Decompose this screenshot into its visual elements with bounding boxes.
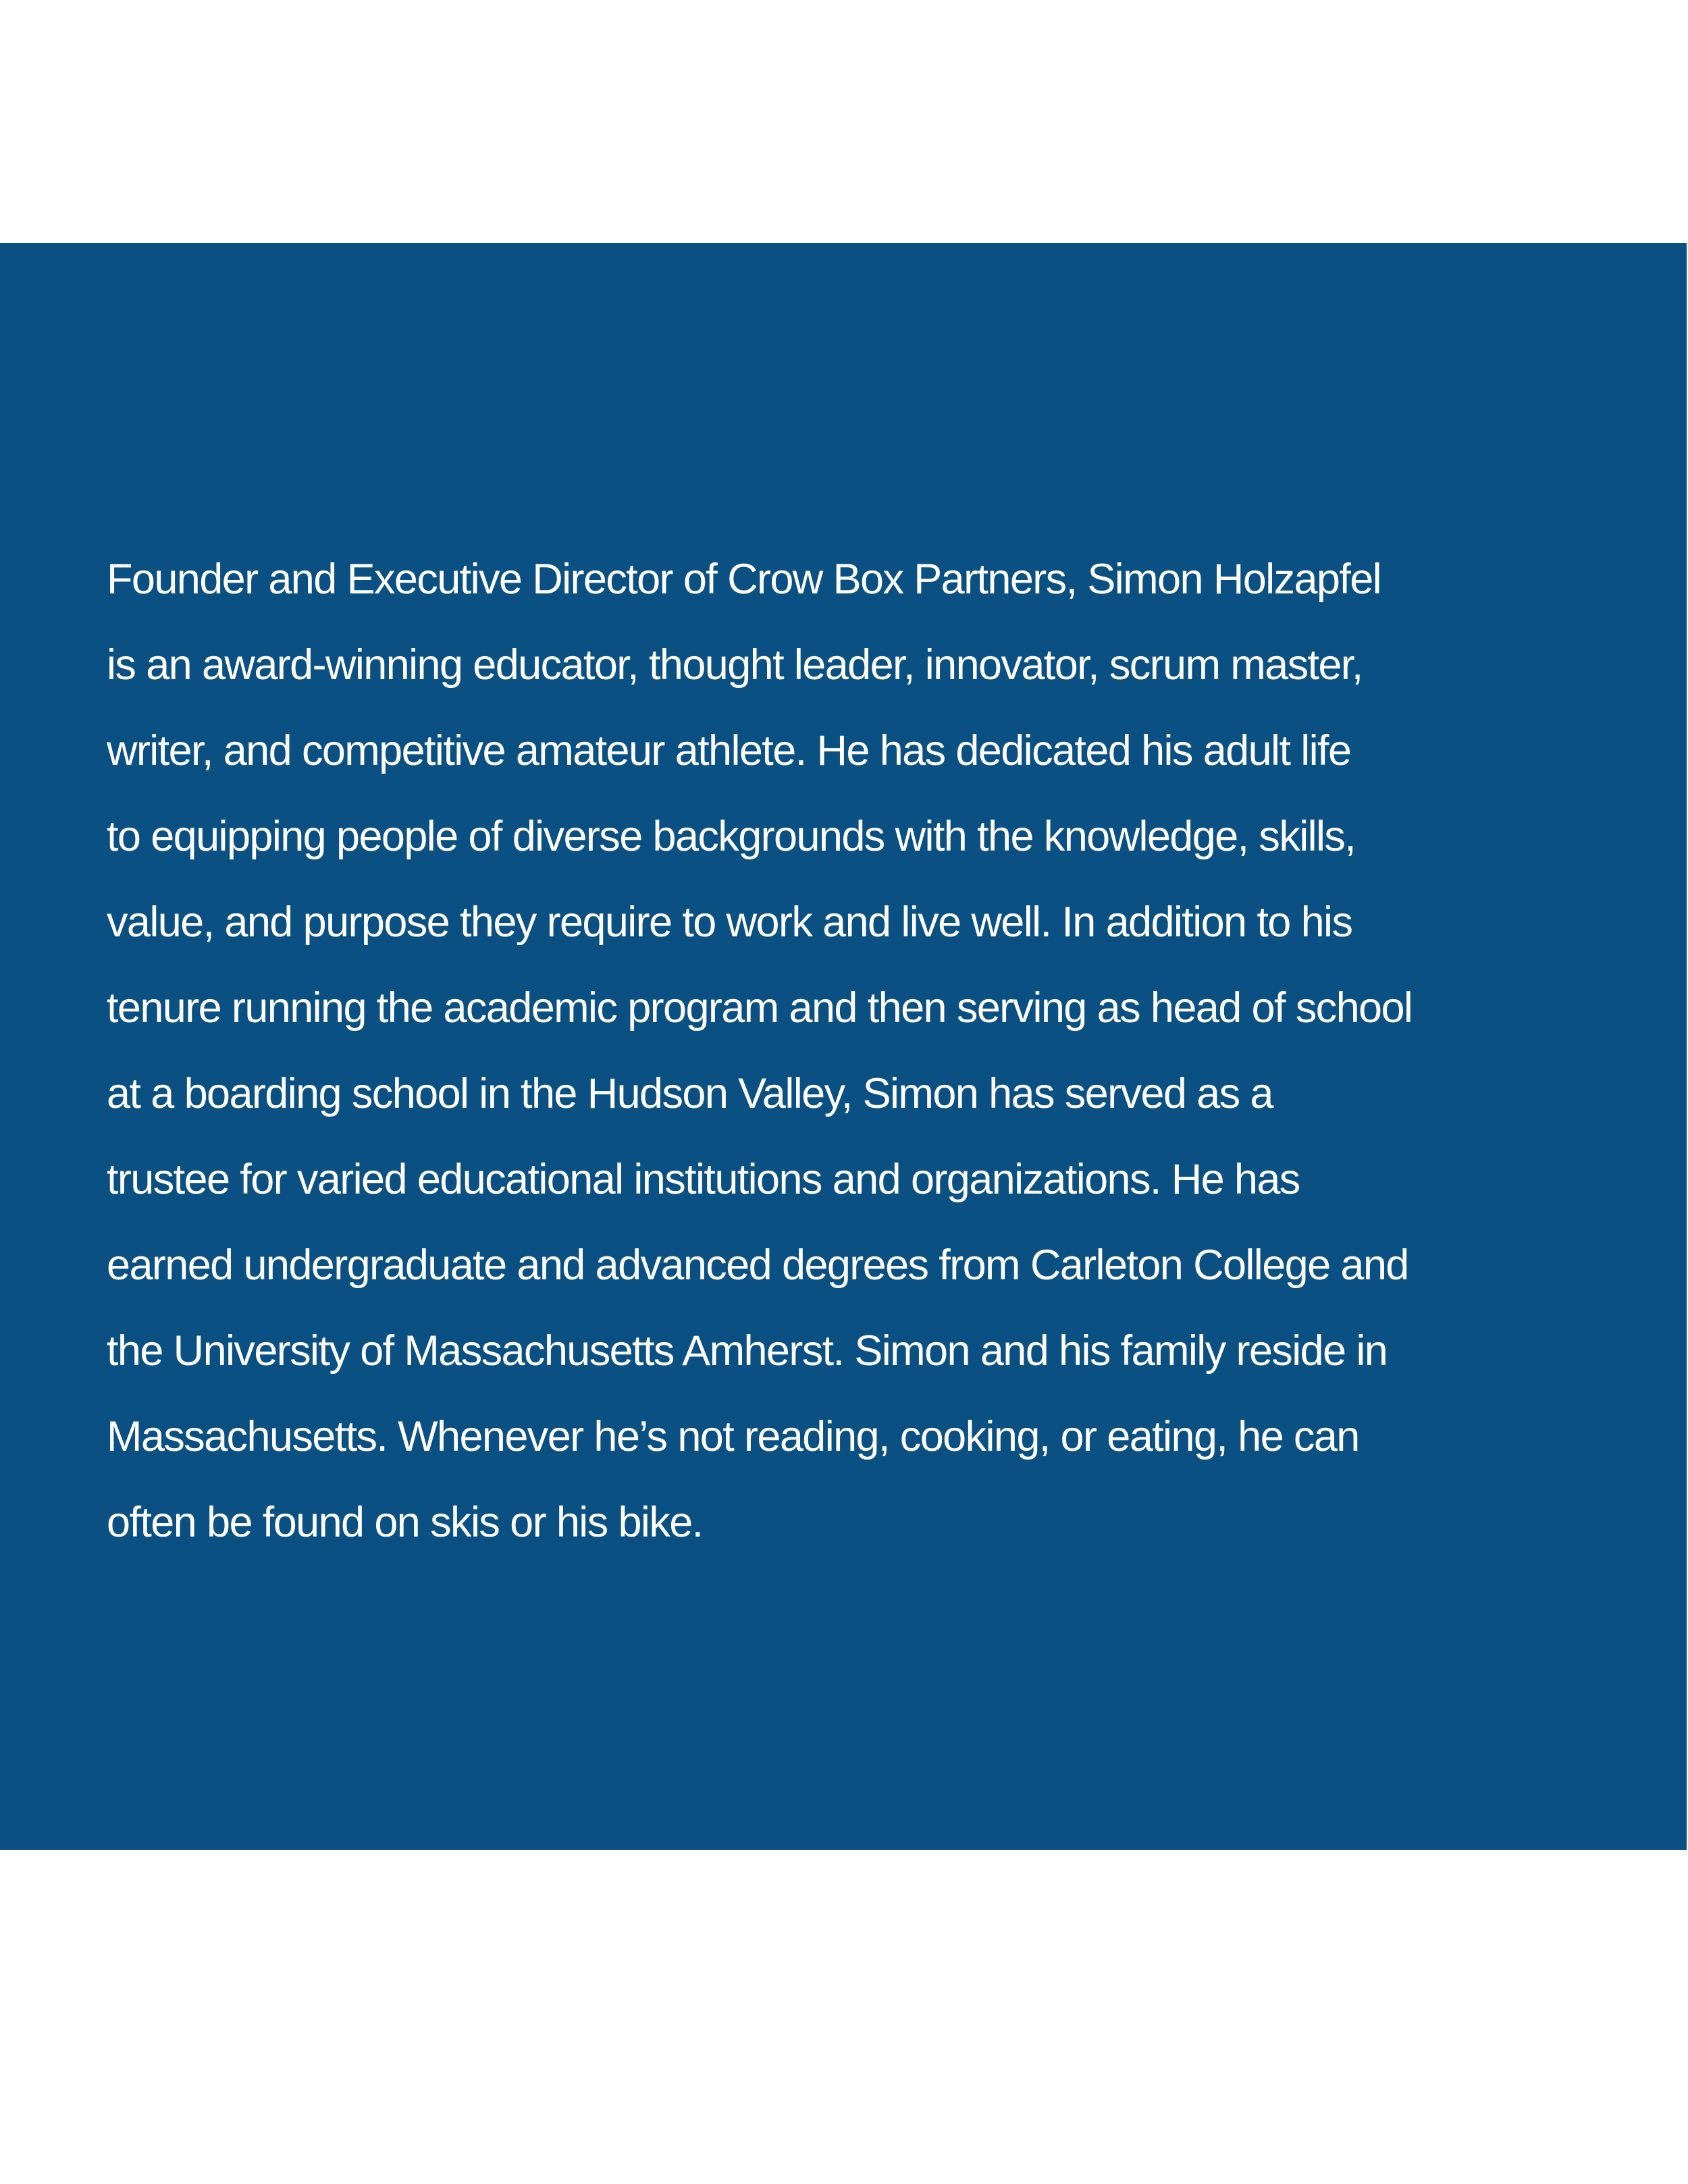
bio-line: Founder and Executive Director of Crow Box Partners, Simon Holzapfel	[107, 556, 1381, 603]
bio-line: the University of Massachusetts Amherst. Simon and his family reside in	[107, 1327, 1388, 1375]
bio-line: trustee for varied educational institutions and organizations. He has	[107, 1156, 1300, 1203]
bio-line: to equipping people of diverse backgrounds with the knowledge, skills,	[107, 813, 1356, 860]
bio-paragraph	[107, 537, 1660, 1566]
bio-line: is an award-winning educator, thought leader, innovator, scrum master,	[107, 641, 1363, 689]
bio-line: at a boarding school in the Hudson Valley, Simon has served as a	[107, 1070, 1273, 1117]
bio-line: earned undergraduate and advanced degrees from Carleton College and	[107, 1242, 1408, 1289]
bio-line: Massachusetts. Whenever he’s not reading, cooking, or eating, he can	[107, 1413, 1359, 1460]
bio-line: tenure running the academic program and then serving as head of school	[107, 984, 1413, 1032]
bio-line: value, and purpose they require to work and live well. In addition to his	[107, 899, 1352, 946]
bio-line: often be found on skis or his bike.	[107, 1499, 703, 1546]
bio-line: writer, and competitive amateur athlete. He has dedicated his adult life	[107, 727, 1351, 774]
